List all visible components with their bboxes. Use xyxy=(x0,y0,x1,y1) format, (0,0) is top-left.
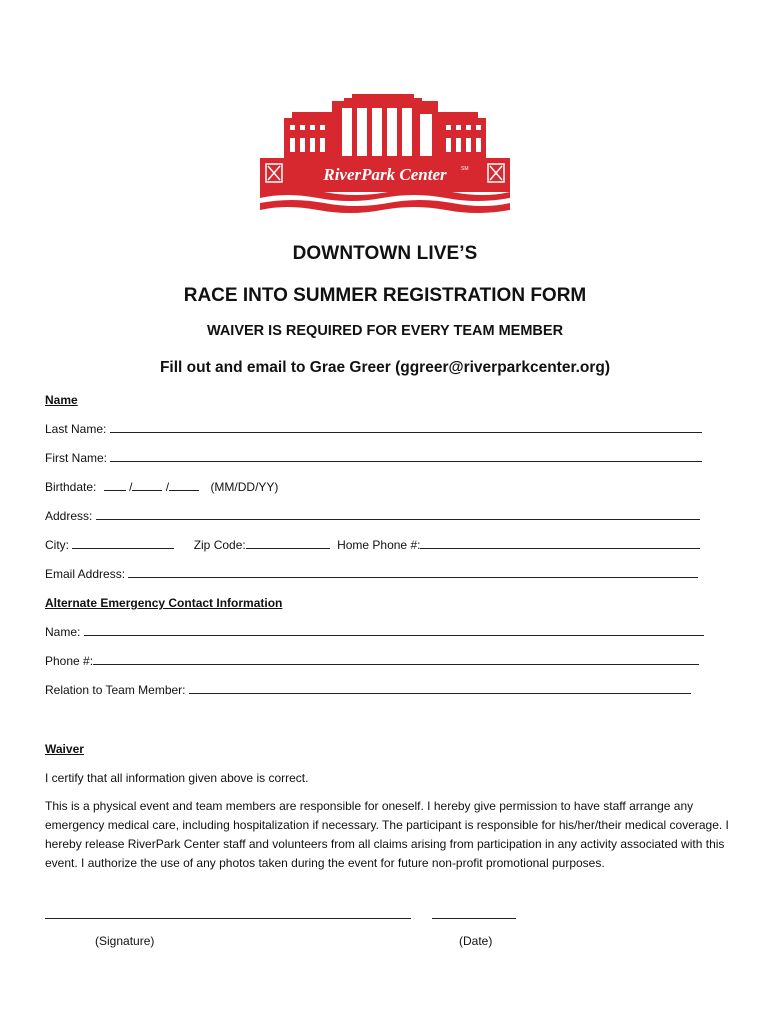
date-line[interactable] xyxy=(432,918,516,919)
form-subtitle: RACE INTO SUMMER REGISTRATION FORM xyxy=(183,285,587,306)
birthdate-format-hint: (MM/DD/YY) xyxy=(210,480,279,494)
certify-statement: I certify that all information given above is correct. xyxy=(45,771,309,785)
signature-line[interactable] xyxy=(45,918,411,919)
signature-label: (Signature) xyxy=(95,934,155,948)
zip-code-label: Zip Code: xyxy=(193,538,246,552)
emergency-name-field[interactable] xyxy=(84,625,704,636)
last-name-field[interactable] xyxy=(110,422,702,433)
email-row xyxy=(45,567,698,581)
city-zip-phone-row xyxy=(45,538,700,552)
emergency-phone-row xyxy=(45,654,699,668)
first-name-row xyxy=(45,451,702,465)
waiver-required-note: WAIVER IS REQUIRED FOR EVERY TEAM MEMBER xyxy=(206,323,564,339)
city-field[interactable] xyxy=(72,538,174,549)
emergency-name-label: Name: xyxy=(45,625,81,639)
logo-tm-mark: SM xyxy=(461,166,469,172)
zip-code-field[interactable] xyxy=(246,538,330,549)
birthdate-separator: / xyxy=(129,480,133,494)
address-label: Address: xyxy=(45,509,93,523)
name-section-heading: Name xyxy=(45,393,78,407)
emergency-phone-field[interactable] xyxy=(93,654,699,665)
birthdate-separator: / xyxy=(165,480,170,494)
waiver-heading: Waiver xyxy=(45,742,84,756)
submission-instruction: Fill out and email to Grae Greer (ggreer@riverparkcenter.org) xyxy=(159,359,611,376)
email-address-field[interactable] xyxy=(128,567,698,578)
relation-row xyxy=(45,683,691,697)
form-title: DOWNTOWN LIVE’S xyxy=(292,243,478,264)
birth-day-field[interactable] xyxy=(132,480,162,491)
email-address-label: Email Address: xyxy=(45,567,126,581)
riverpark-center-logo xyxy=(256,92,514,216)
waiver-body: This is a physical event and team members are responsible for oneself. I hereby give permission to have staff arrange any emergency medical care, including hospitalization if necessary. The participant is responsible for his/her/their medical coverage. I hereby release RiverPark Center staff and volunteers from all claims arising from participation in any activity associated with this event. I authorize the use of any photos taken during the event for future non-profit promotional purposes. xyxy=(45,799,729,870)
birthdate-label: Birthdate: xyxy=(45,480,97,494)
address-row xyxy=(45,509,700,523)
logo-name: RiverPark Center xyxy=(323,165,447,184)
date-label: (Date) xyxy=(459,934,493,948)
birth-year-field[interactable] xyxy=(169,480,199,491)
first-name-field[interactable] xyxy=(110,451,702,462)
city-label: City: xyxy=(45,538,69,552)
last-name-row xyxy=(45,422,702,436)
home-phone-label: Home Phone #: xyxy=(337,538,421,552)
emergency-phone-label: Phone #: xyxy=(45,654,94,668)
relation-label: Relation to Team Member: xyxy=(45,683,186,697)
birthdate-row xyxy=(45,480,278,494)
home-phone-field[interactable] xyxy=(420,538,700,549)
birth-month-field[interactable] xyxy=(104,480,126,491)
last-name-label: Last Name: xyxy=(45,422,107,436)
first-name-label: First Name: xyxy=(45,451,108,465)
emergency-name-row xyxy=(45,625,704,639)
emergency-contact-heading: Alternate Emergency Contact Information xyxy=(45,596,283,610)
address-field[interactable] xyxy=(96,509,700,520)
relation-field[interactable] xyxy=(189,683,691,694)
